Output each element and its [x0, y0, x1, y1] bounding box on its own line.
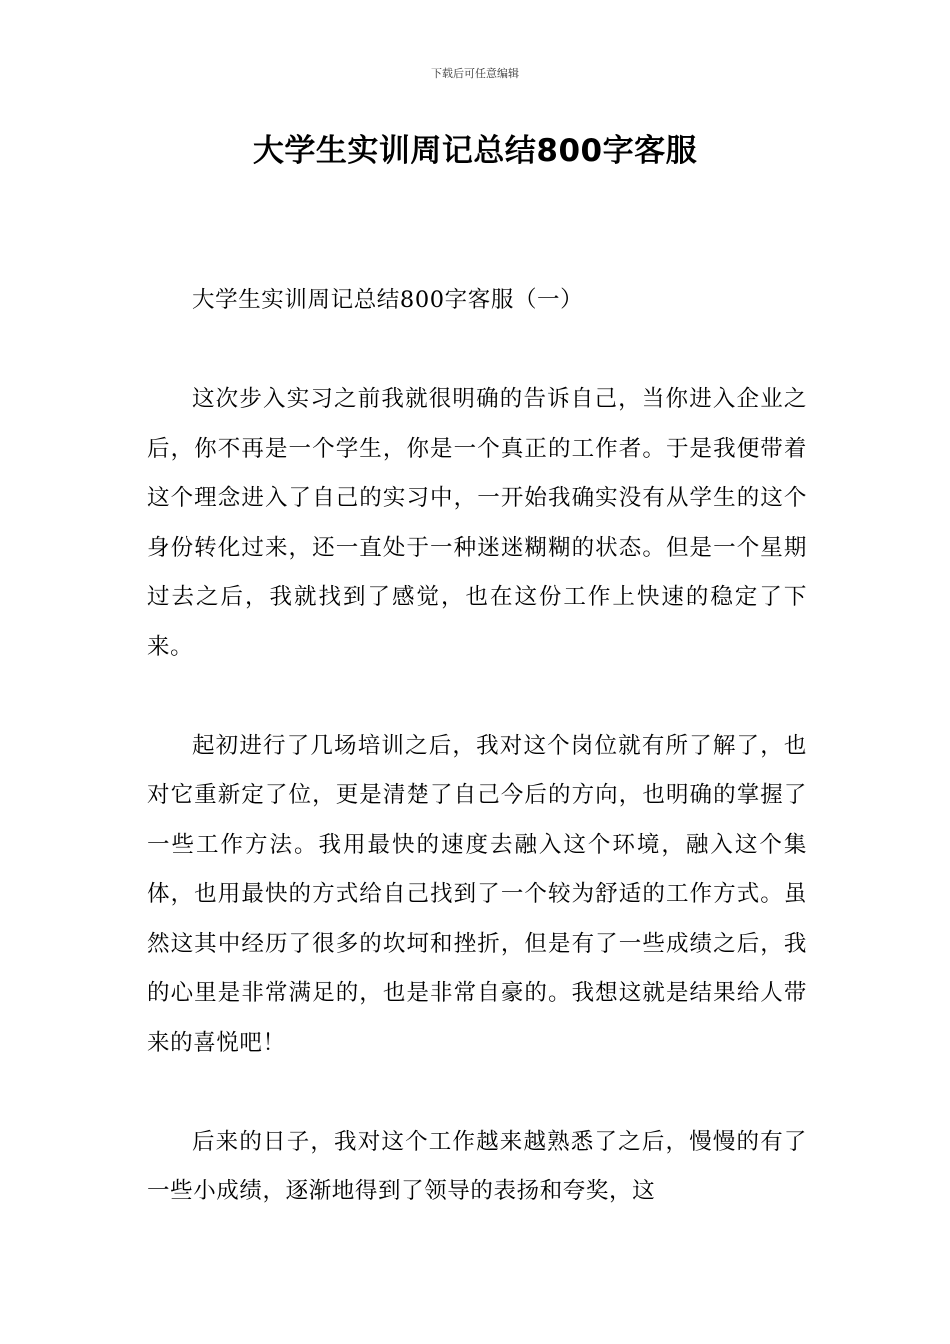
document-body [147, 276, 807, 1266]
paragraph-3: 后来的日子，我对这个工作越来越熟悉了之后，慢慢的有了一些小成绩，逐渐地得到了领导的表扬和夸奖，这 [147, 1128, 807, 1204]
header-note: 下载后可任意编辑 [431, 67, 519, 80]
paragraph-1: 这次步入实习之前我就很明确的告诉自己，当你进入企业之后，你不再是一个学生，你是一个真正的工作者。于是我便带着这个理念进入了自己的实习中，一开始我确实没有从学生的这个身份转化过来，还一直处于一种迷迷糊糊的状态。但是一个星期过去之后，我就找到了感觉，也在这份工作上快速的稳定了下来。 [147, 386, 807, 660]
paragraph-2: 起初进行了几场培训之后，我对这个岗位就有所了解了，也对它重新定了位，更是清楚了自己今后的方向，也明确的掌握了一些工作方法。我用最快的速度去融入这个环境，融入这个集体，也用最快的方式给自己找到了一个较为舒适的工作方式。虽然这其中经历了很多的坎坷和挫折，但是有了一些成绩之后，我的心里是非常满足的，也是非常自豪的。我想这就是结果给人带来的喜悦吧！ [147, 732, 807, 1056]
section-subtitle: 大学生实训周记总结800字客服（一） [192, 287, 584, 313]
document-title: 大学生实训周记总结800字客服 [252, 133, 698, 169]
